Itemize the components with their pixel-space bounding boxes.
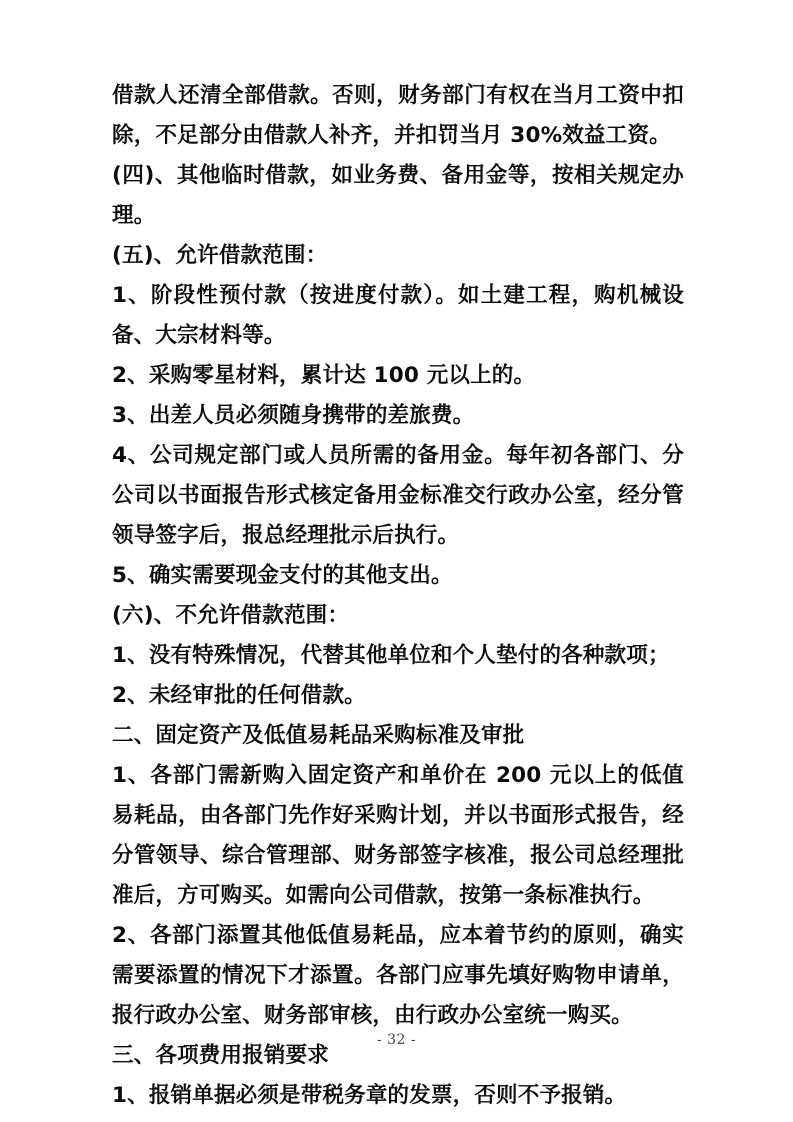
paragraph: 4、公司规定部门或人员所需的备用金。每年初各部门、分公司以书面报告形式核定备用金标准交行政办公室，经分管领导签字后，报总经理批示后执行。	[112, 443, 684, 548]
paragraph: 1、阶段性预付款（按进度付款）。如土建工程，购机械设备、大宗材料等。	[112, 283, 684, 348]
paragraph: 1、没有特殊情况，代替其他单位和个人垫付的各种款项；	[112, 643, 670, 668]
paragraph: 2、采购零星材料，累计达 100 元以上的。	[112, 363, 536, 388]
paragraph: (六)、不允许借款范围：	[112, 603, 350, 628]
paragraph: (五)、允许借款范围：	[112, 243, 328, 268]
paragraph: 1、各部门需新购入固定资产和单价在 200 元以上的低值易耗品，由各部门先作好采购计划，并以书面形式报告，经分管领导、综合管理部、财务部签字核准，报公司总经理批准后，方可购买。如需向公司借款，按第一条标准执行。	[112, 763, 684, 908]
paragraph: 2、各部门添置其他低值易耗品，应本着节约的原则，确实需要添置的情况下才添置。各部门应事先填好购物申请单，报行政办公室、财务部审核，由行政办公室统一购买。	[112, 923, 684, 1028]
document-body	[112, 76, 684, 1116]
paragraph: 2、未经审批的任何借款。	[112, 683, 366, 708]
paragraph: 借款人还清全部借款。否则，财务部门有权在当月工资中扣除，不足部分由借款人补齐，并扣罚当月 30%效益工资。	[112, 83, 684, 148]
paragraph: 5、确实需要现金支付的其他支出。	[112, 563, 453, 588]
paragraph: 3、出差人员必须随身携带的差旅费。	[112, 403, 475, 428]
section-heading: 二、固定资产及低值易耗品采购标准及审批	[112, 723, 525, 748]
section-heading: 三、各项费用报销要求	[112, 1043, 330, 1068]
paragraph: 1、报销单据必须是带税务章的发票，否则不予报销。	[112, 1083, 627, 1108]
paragraph: (四)、其他临时借款，如业务费、备用金等，按相关规定办理。	[112, 163, 684, 228]
page-number: - 32 -	[376, 1032, 417, 1048]
